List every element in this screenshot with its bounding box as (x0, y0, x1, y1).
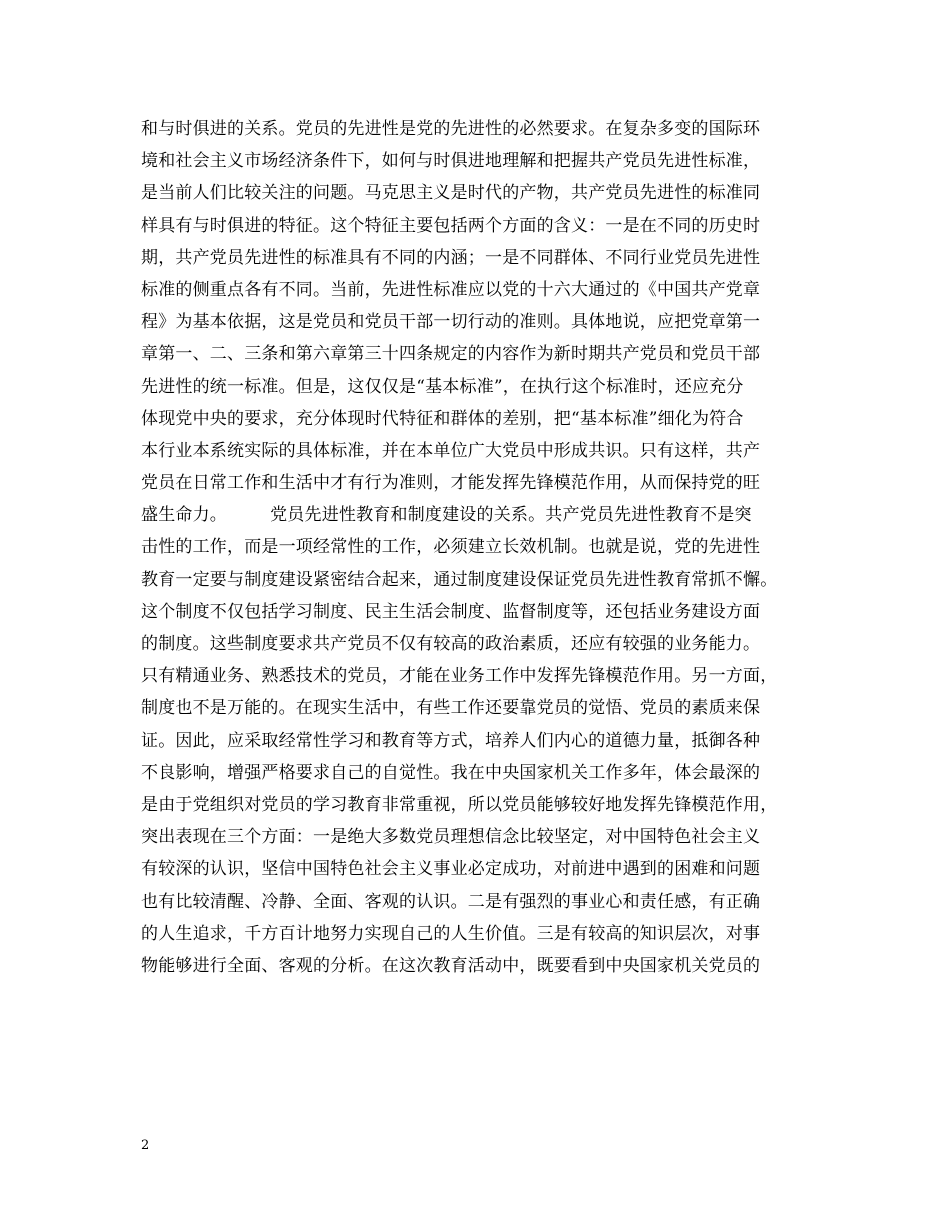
text-line: 和与时俱进的关系。党员的先进性是党的先进性的必然要求。在复杂多变的国际环 (141, 119, 761, 139)
text-line: 期，共产党员先进性的标准具有不同的内涵；一是不同群体、不同行业党员先进性 (141, 247, 761, 268)
body-text (141, 113, 821, 982)
text-line: 程》为基本依据，这是党员和党员干部一切行动的准则。具体地说，应把党章第一 (141, 312, 761, 333)
text-line: 不良影响，增强严格要求自己的自觉性。我在中央国家机关工作多年，体会最深的 (141, 762, 761, 783)
text-line: 盛生命力。 党员先进性教育和制度建设的关系。共产党员先进性教育不是突 (141, 505, 752, 526)
text-line: 制度也不是万能的。在现实生活中，有些工作还要靠党员的觉悟、党员的素质来保 (141, 698, 761, 719)
text-line: 有较深的认识，坚信中国特色社会主义事业必定成功，对前进中遇到的困难和问题 (141, 859, 761, 880)
text-line: 样具有与时俱进的特征。这个特征主要包括两个方面的含义：一是在不同的历史时 (141, 215, 761, 236)
text-line: 击性的工作，而是一项经常性的工作，必须建立长效机制。也就是说，党的先进性 (141, 537, 761, 558)
text-line: 先进性的统一标准。但是，这仅仅是“基本标准”，在执行这个标准时，还应充分 (141, 376, 744, 397)
text-line: 境和社会主义市场经济条件下，如何与时俱进地理解和把握共产党员先进性标准， (141, 151, 761, 172)
text-line: 党员在日常工作和生活中才有行为准则，才能发挥先锋模范作用，从而保持党的旺 (141, 473, 761, 494)
text-line: 证。因此，应采取经常性学习和教育等方式，培养人们内心的道德力量，抵御各种 (141, 730, 761, 751)
text-line: 的制度。这些制度要求共产党员不仅有较高的政治素质，还应有较强的业务能力。 (141, 634, 761, 654)
text-line: 标准的侧重点各有不同。当前，先进性标准应以党的十六大通过的《中国共产党章 (141, 279, 761, 300)
text-line: 也有比较清醒、冷静、全面、客观的认识。二是有强烈的事业心和责任感，有正确 (141, 891, 761, 912)
text-line: 本行业本系统实际的具体标准，并在本单位广大党员中形成共识。只有这样，共产 (141, 440, 761, 461)
text-line: 是当前人们比较关注的问题。马克思主义是时代的产物，共产党员先进性的标准同 (141, 183, 761, 204)
page-number: 2 (141, 1138, 150, 1153)
text-line: 突出表现在三个方面：一是绝大多数党员理想信念比较坚定，对中国特色社会主义 (141, 827, 761, 848)
text-line: 只有精通业务、熟悉技术的党员，才能在业务工作中发挥先锋模范作用。另一方面， (141, 666, 778, 687)
text-line: 体现党中央的要求，充分体现时代特征和群体的差别，把“基本标准”细化为符合 (141, 408, 744, 429)
text-line: 物能够进行全面、客观的分析。在这次教育活动中，既要看到中央国家机关党员的 (141, 955, 761, 976)
text-line: 是由于党组织对党员的学习教育非常重视，所以党员能够较好地发挥先锋模范作用， (141, 794, 778, 815)
text-line: 这个制度不仅包括学习制度、民主生活会制度、监督制度等，还包括业务建设方面 (141, 601, 761, 622)
text-line: 的人生追求，千方百计地努力实现自己的人生价值。三是有较高的知识层次，对事 (141, 923, 761, 944)
text-line: 章第一、二、三条和第六章第三十四条规定的内容作为新时期共产党员和党员干部 (141, 344, 761, 365)
text-line: 教育一定要与制度建设紧密结合起来，通过制度建设保证党员先进性教育常抓不懈。 (141, 569, 778, 590)
